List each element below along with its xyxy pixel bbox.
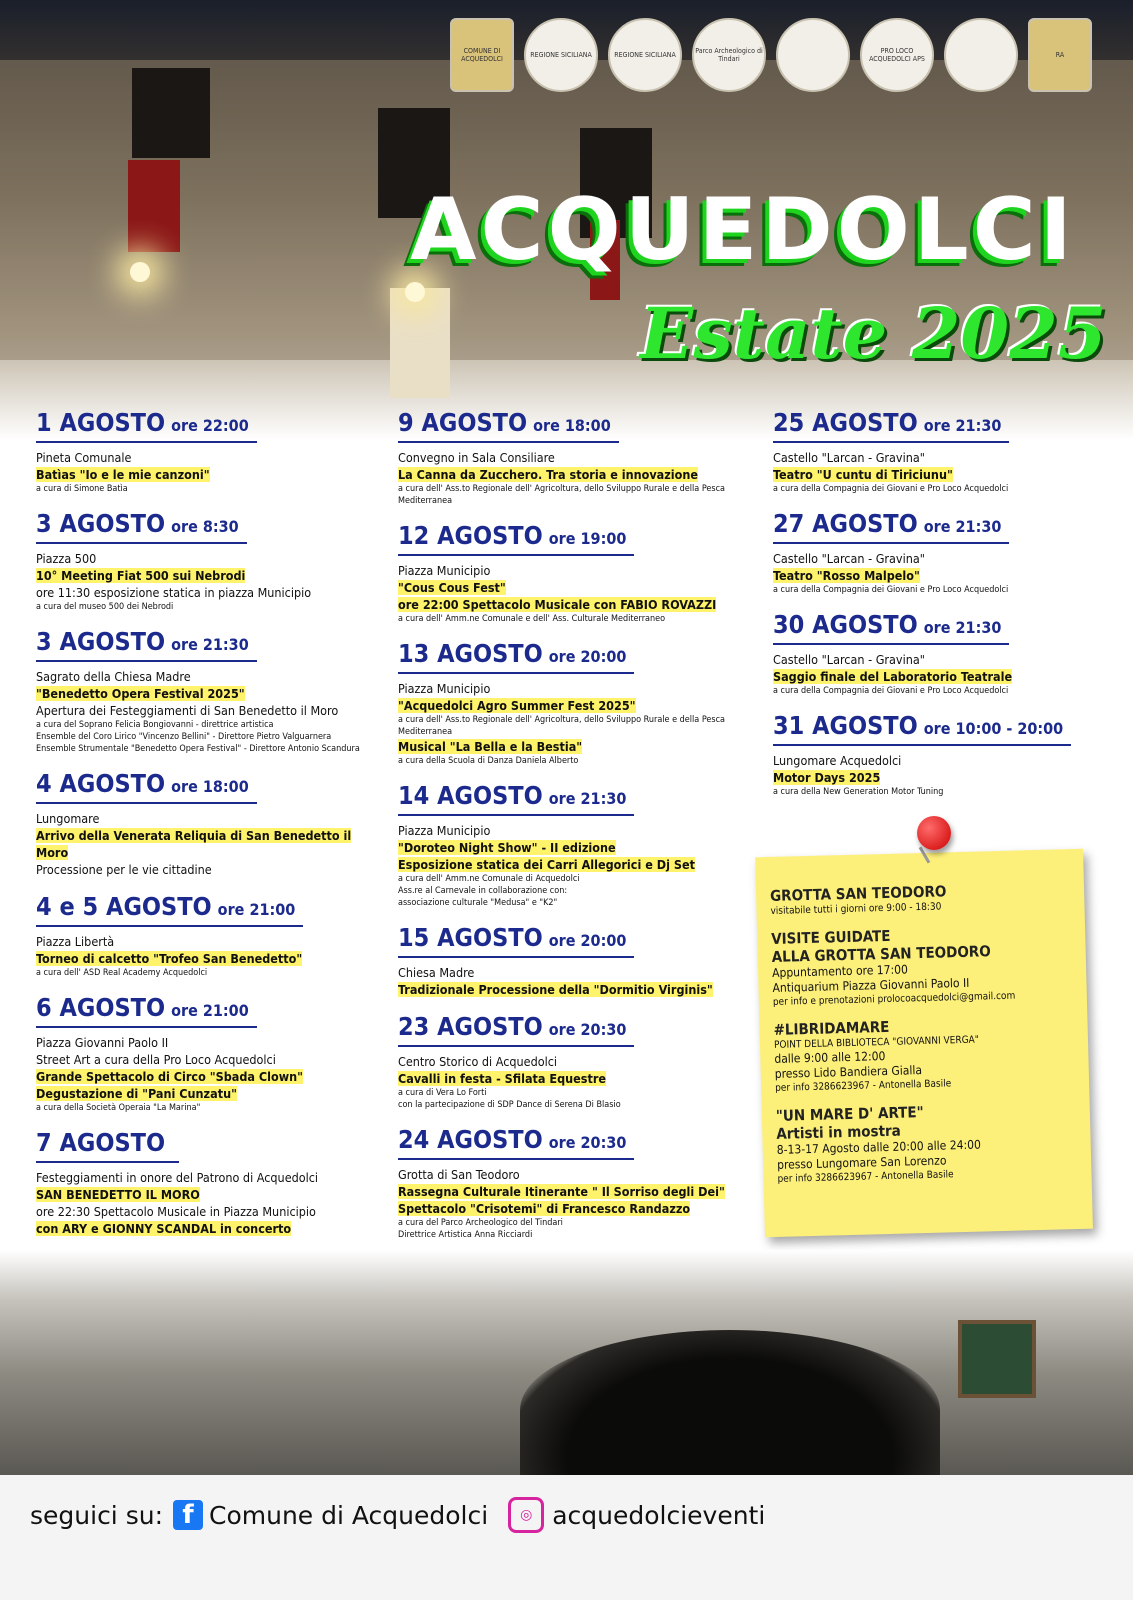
event-text: a cura di Vera Lo Forti [398, 1088, 487, 1098]
event-time: ore 8:30 [171, 517, 239, 536]
event-text: Direttrice Artistica Anna Ricciardi [398, 1230, 533, 1240]
event-text: a cura di Simone Batìa [36, 484, 128, 494]
event-line [36, 967, 376, 979]
facebook-link[interactable]: Comune di Acquedolci [209, 1500, 489, 1530]
event-entry [398, 639, 748, 767]
event-line [398, 449, 748, 466]
note-line: Artisti in mostra [776, 1121, 902, 1143]
event-line [398, 1070, 748, 1087]
real-academy-logo: RA [1028, 18, 1092, 92]
event-text: Lungomare [36, 811, 100, 826]
event-line [36, 466, 376, 483]
event-line [36, 567, 376, 584]
event-text: Street Art a cura della Pro Loco Acquedolci [36, 1052, 276, 1067]
note-block [773, 1013, 1075, 1095]
event-line [398, 755, 748, 767]
event-time: ore 19:00 [548, 529, 627, 548]
event-line [398, 822, 748, 839]
event-highlight: ore 22:00 Spettacolo Musicale con FABIO ROVAZZI [398, 597, 717, 612]
event-line [398, 596, 748, 613]
event-date-label: 14 AGOSTO [398, 781, 543, 810]
event-line [36, 1034, 376, 1051]
event-highlight: Saggio finale del Laboratorio Teatrale [773, 669, 1013, 684]
event-time: ore 21:00 [171, 1001, 249, 1020]
poster-subtitle: Estate 2025 [640, 292, 1107, 375]
event-entry [773, 408, 1113, 495]
event-text: ore 22:30 Spettacolo Musicale in Piazza Municipio [36, 1204, 316, 1219]
event-line [36, 827, 376, 861]
event-line [398, 579, 748, 596]
event-highlight: "Cous Cous Fest" [398, 580, 506, 595]
event-date [36, 892, 303, 927]
event-text: ore 11:30 esposizione statica in piazza Municipio [36, 585, 312, 600]
event-line [36, 743, 376, 755]
event-entry [36, 1128, 376, 1237]
note-line: VISITE GUIDATE [770, 926, 891, 948]
event-highlight: con ARY e GIONNY SCANDAL in concerto [36, 1221, 292, 1236]
cave-entrance [520, 1330, 940, 1490]
event-line [398, 1053, 748, 1070]
event-text: Piazza Libertà [36, 934, 115, 949]
event-line [773, 685, 1113, 697]
event-line [36, 1085, 376, 1102]
event-line [36, 584, 376, 601]
event-entry [398, 521, 748, 625]
events-column-2 [398, 408, 748, 1255]
event-highlight: Esposizione statica dei Carri Allegorici e Dj Set [398, 857, 695, 872]
note-line: GROTTA SAN TEODORO [769, 882, 947, 905]
event-text: a cura dell' Ass.to Regionale dell' Agricoltura, dello Sviluppo Rurale e della Pesca Mediterranea [398, 484, 726, 506]
event-time: ore 20:30 [548, 1020, 627, 1039]
event-entry [773, 610, 1113, 697]
event-date [36, 627, 257, 662]
event-entry [773, 711, 1113, 798]
event-text: associazione culturale "Medusa" e "K2" [398, 898, 558, 908]
event-highlight: La Canna da Zucchero. Tra storia e innovazione [398, 467, 699, 482]
event-text: Convegno in Sala Consiliare [398, 450, 555, 465]
event-text: Piazza Municipio [398, 563, 491, 578]
note-line: dalle 9:00 alle 12:00 [774, 1049, 886, 1066]
note-line: visitabile tutti i giorni ore 9:00 - 18:30 [770, 901, 942, 917]
note-line: #LIBRIDAMARE [773, 1017, 890, 1039]
event-line [398, 1087, 748, 1099]
event-entry [36, 408, 376, 495]
event-line [36, 933, 376, 950]
societa-operaia-logo [944, 18, 1018, 92]
event-line [773, 584, 1113, 596]
event-highlight: Arrivo della Venerata Reliquia di San Benedetto il Moro [36, 828, 352, 860]
event-line [36, 1169, 376, 1186]
sponsor-logos [450, 18, 1092, 92]
event-line [773, 449, 1113, 466]
note-block [770, 879, 1071, 918]
event-text: Centro Storico di Acquedolci [398, 1054, 558, 1069]
event-time: ore 20:30 [548, 1133, 627, 1152]
event-highlight: Motor Days 2025 [773, 770, 881, 785]
event-text: Piazza Municipio [398, 823, 491, 838]
event-text: Ensemble Strumentale "Benedetto Opera Festival" - Direttore Antonio Scandura [36, 744, 360, 754]
event-date-label: 25 AGOSTO [773, 408, 918, 437]
event-entry [36, 769, 376, 878]
event-time: ore 21:30 [923, 618, 1002, 637]
note-line: per info 3286623967 - Antonella Basile [777, 1169, 954, 1185]
event-entry [398, 408, 748, 507]
info-sign [958, 1320, 1036, 1398]
event-date [36, 1128, 179, 1163]
event-line [36, 1068, 376, 1085]
event-time: ore 21:00 [217, 900, 296, 919]
event-line [398, 1217, 748, 1229]
pushpin-icon [917, 816, 951, 850]
event-line [398, 1183, 748, 1200]
event-time: ore 21:30 [548, 789, 627, 808]
event-line [773, 567, 1113, 584]
event-line [36, 1186, 376, 1203]
event-text: a cura della New Generation Motor Tuning [773, 787, 944, 797]
parco-archeologico-logo: Parco Archeologico di Tindari [692, 18, 766, 92]
event-time: ore 18:00 [171, 777, 249, 796]
event-text: Ensemble del Coro Lirico "Vincenzo Bellini" - Direttore Pietro Valguarnera [36, 732, 332, 742]
event-line [36, 950, 376, 967]
instagram-link[interactable]: acquedolcieventi [552, 1500, 766, 1530]
event-line [36, 719, 376, 731]
event-date [36, 993, 257, 1028]
event-highlight: Teatro "Rosso Malpelo" [773, 568, 920, 583]
event-date-label: 4 e 5 AGOSTO [36, 892, 212, 921]
event-line [36, 449, 376, 466]
event-date-label: 6 AGOSTO [36, 993, 166, 1022]
event-highlight: Batìas "Io e le mie canzoni" [36, 467, 210, 482]
event-line [398, 897, 748, 909]
event-line [398, 738, 748, 755]
street-lamp [405, 282, 425, 302]
event-line [773, 651, 1113, 668]
event-line [398, 466, 748, 483]
event-date-label: 27 AGOSTO [773, 509, 918, 538]
event-line [398, 964, 748, 981]
event-line [36, 1220, 376, 1237]
event-time: ore 22:00 [171, 416, 249, 435]
event-entry [36, 627, 376, 755]
event-line [398, 1166, 748, 1183]
note-block [776, 1099, 1078, 1186]
event-date-label: 23 AGOSTO [398, 1012, 543, 1041]
event-date [398, 1125, 634, 1160]
note-line: "UN MARE D' ARTE" [775, 1103, 924, 1125]
event-entry [773, 509, 1113, 596]
note-line: presso Lungomare San Lorenzo [776, 1153, 947, 1172]
event-line [398, 839, 748, 856]
event-date-label: 1 AGOSTO [36, 408, 166, 437]
event-date [773, 509, 1009, 544]
event-highlight: Musical "La Bella e la Bestia" [398, 739, 583, 754]
event-line [398, 613, 748, 625]
event-date-label: 9 AGOSTO [398, 408, 528, 437]
poster-title: ACQUEDOLCI [410, 180, 1076, 280]
event-text: Castello "Larcan - Gravina" [773, 551, 925, 566]
event-text: Piazza 500 [36, 551, 97, 566]
event-line [773, 752, 1113, 769]
event-entry [36, 892, 376, 979]
event-entry [398, 1125, 748, 1241]
event-line [398, 562, 748, 579]
event-text: a cura della Compagnia dei Giovani e Pro Loco Acquedolci [773, 686, 1009, 696]
event-date [773, 711, 1071, 746]
regione-agricoltura-logo: REGIONE SICILIANA [608, 18, 682, 92]
event-line [36, 685, 376, 702]
event-line [398, 680, 748, 697]
event-line [36, 483, 376, 495]
event-date-label: 7 AGOSTO [36, 1128, 166, 1157]
event-text: a cura dell' Ass.to Regionale dell' Agricoltura, dello Sviluppo Rurale e della Pesca Mediterranea [398, 715, 726, 737]
event-highlight: Teatro "U cuntu di Tiriciunu" [773, 467, 953, 482]
event-date [398, 639, 634, 674]
event-date [36, 408, 257, 443]
event-text: Castello "Larcan - Gravina" [773, 450, 925, 465]
event-line [398, 856, 748, 873]
note-line: Antiquarium Piazza Giovanni Paolo II [772, 975, 970, 995]
note-line: POINT DELLA BIBLIOTECA "GIOVANNI VERGA" [773, 1034, 980, 1051]
note-block [771, 922, 1073, 1009]
event-line [398, 714, 748, 738]
note-line: presso Lido Bandiera Gialla [774, 1063, 923, 1081]
event-date-label: 13 AGOSTO [398, 639, 543, 668]
event-line [773, 786, 1113, 798]
event-date-label: 30 AGOSTO [773, 610, 918, 639]
cave-photo [0, 1250, 1133, 1475]
event-line [36, 550, 376, 567]
events-column-1 [36, 408, 376, 1251]
event-line [398, 1099, 748, 1111]
event-date-label: 24 AGOSTO [398, 1125, 543, 1154]
event-text: Grotta di San Teodoro [398, 1167, 520, 1182]
event-highlight: "Acquedolci Agro Summer Fest 2025" [398, 698, 636, 713]
event-text: a cura dell' Amm.ne Comunale di Acquedolci [398, 874, 580, 884]
event-entry [36, 509, 376, 613]
event-text: a cura del Parco Archeologico del Tindari [398, 1218, 563, 1228]
event-date [36, 509, 247, 544]
event-text: a cura della Società Operaia "La Marina" [36, 1103, 201, 1113]
event-date [773, 408, 1009, 443]
event-line [36, 810, 376, 827]
event-time: ore 18:00 [533, 416, 611, 435]
note-line: per info e prenotazioni prolocoacquedolci@gmail.com [772, 990, 1016, 1008]
event-line [398, 1200, 748, 1217]
event-highlight: Spettacolo "Crisotemi" di Francesco Randazzo [398, 1201, 691, 1216]
event-line [398, 873, 748, 885]
compagnia-giovani-logo [776, 18, 850, 92]
note-line: 8-13-17 Agosto dalle 20:00 alle 24:00 [776, 1137, 982, 1157]
event-time: ore 10:00 - 20:00 [923, 719, 1064, 738]
event-time: ore 21:30 [171, 635, 249, 654]
event-date-label: 12 AGOSTO [398, 521, 543, 550]
event-highlight: Tradizionale Processione della "Dormitio Virginis" [398, 982, 713, 997]
event-text: Apertura dei Festeggiamenti di San Benedetto il Moro [36, 703, 339, 718]
event-date [398, 923, 634, 958]
note-line: ALLA GROTTA SAN TEODORO [771, 942, 991, 966]
red-banner [128, 160, 180, 252]
event-text: a cura della Compagnia dei Giovani e Pro Loco Acquedolci [773, 585, 1009, 595]
event-time: ore 21:30 [923, 416, 1002, 435]
event-text: a cura del museo 500 dei Nebrodi [36, 602, 174, 612]
event-highlight: "Doroteo Night Show" - II edizione [398, 840, 616, 855]
window [132, 68, 210, 158]
event-text: a cura del Soprano Felicia Bongiovanni - direttrice artistica [36, 720, 274, 730]
event-line [36, 1051, 376, 1068]
event-entry [398, 923, 748, 998]
event-text: Ass.re al Carnevale in collaborazione con: [398, 886, 568, 896]
event-date [398, 1012, 634, 1047]
event-date [36, 769, 257, 804]
event-date [773, 610, 1009, 645]
event-line [773, 466, 1113, 483]
event-text: Pineta Comunale [36, 450, 132, 465]
event-text: a cura della Scuola di Danza Daniela Alberto [398, 756, 579, 766]
pro-loco-logo: PRO LOCO ACQUEDOLCI APS [860, 18, 934, 92]
event-text: Castello "Larcan - Gravina" [773, 652, 925, 667]
event-entry [398, 781, 748, 909]
event-date-label: 4 AGOSTO [36, 769, 166, 798]
event-line [36, 731, 376, 743]
event-date-label: 31 AGOSTO [773, 711, 918, 740]
doorway [390, 288, 450, 398]
event-line [773, 668, 1113, 685]
event-highlight: 10° Meeting Fiat 500 sui Nebrodi [36, 568, 246, 583]
event-date [398, 521, 634, 556]
follow-label: seguici su: [30, 1500, 163, 1530]
event-line [36, 601, 376, 613]
event-time: ore 20:00 [548, 931, 627, 950]
event-date-label: 3 AGOSTO [36, 627, 166, 656]
event-line [36, 1102, 376, 1114]
facebook-icon[interactable]: f [173, 1500, 203, 1530]
event-highlight: Grande Spettacolo di Circo "Sbada Clown" [36, 1069, 303, 1084]
event-line [398, 981, 748, 998]
event-date [398, 781, 634, 816]
event-text: Sagrato della Chiesa Madre [36, 669, 191, 684]
event-text: a cura dell' Amm.ne Comunale e dell' Ass. Culturale Mediterraneo [398, 614, 666, 624]
event-line [36, 668, 376, 685]
event-line [398, 697, 748, 714]
event-line [773, 550, 1113, 567]
event-highlight: Rassegna Culturale Itinerante " Il Sorriso degli Dei" [398, 1184, 725, 1199]
note-line: Appuntamento ore 17:00 [771, 962, 909, 980]
event-highlight: Cavalli in festa - Sfilata Equestre [398, 1071, 607, 1086]
event-text: Chiesa Madre [398, 965, 475, 980]
event-time: ore 20:00 [548, 647, 627, 666]
social-links [30, 1497, 765, 1533]
event-text: a cura dell' ASD Real Academy Acquedolci [36, 968, 208, 978]
event-time: ore 21:30 [923, 517, 1002, 536]
comune-acquedolci-logo: COMUNE DI ACQUEDOLCI [450, 18, 514, 92]
event-text: con la partecipazione di SDP Dance di Serena Di Blasio [398, 1100, 621, 1110]
street-lamp [130, 262, 150, 282]
event-text: Piazza Municipio [398, 681, 491, 696]
event-line [36, 1203, 376, 1220]
event-text: Processione per le vie cittadine [36, 862, 212, 877]
sticky-note [755, 849, 1093, 1237]
event-highlight: "Benedetto Opera Festival 2025" [36, 686, 245, 701]
event-highlight: Degustazione di "Pani Cunzatu" [36, 1086, 237, 1101]
events-column-3 [773, 408, 1113, 812]
event-line [773, 769, 1113, 786]
event-line [398, 1229, 748, 1241]
regione-sicilia-logo: REGIONE SICILIANA [524, 18, 598, 92]
event-text: a cura della Compagnia dei Giovani e Pro Loco Acquedolci [773, 484, 1009, 494]
event-line [398, 885, 748, 897]
instagram-icon[interactable]: ◎ [508, 1497, 544, 1533]
event-date [398, 408, 619, 443]
event-line [36, 702, 376, 719]
event-date-label: 15 AGOSTO [398, 923, 543, 952]
event-entry [398, 1012, 748, 1111]
note-line: per info 3286623967 - Antonella Basile [774, 1078, 952, 1094]
event-text: Festeggiamenti in onore del Patrono di Acquedolci [36, 1170, 319, 1185]
event-date-label: 3 AGOSTO [36, 509, 166, 538]
event-entry [36, 993, 376, 1114]
event-line [36, 861, 376, 878]
event-line [398, 483, 748, 507]
event-line [773, 483, 1113, 495]
footer [0, 1475, 1133, 1600]
event-text: Piazza Giovanni Paolo II [36, 1035, 169, 1050]
event-highlight: SAN BENEDETTO IL MORO [36, 1187, 200, 1202]
event-text: Lungomare Acquedolci [773, 753, 902, 768]
event-highlight: Torneo di calcetto "Trofeo San Benedetto" [36, 951, 303, 966]
